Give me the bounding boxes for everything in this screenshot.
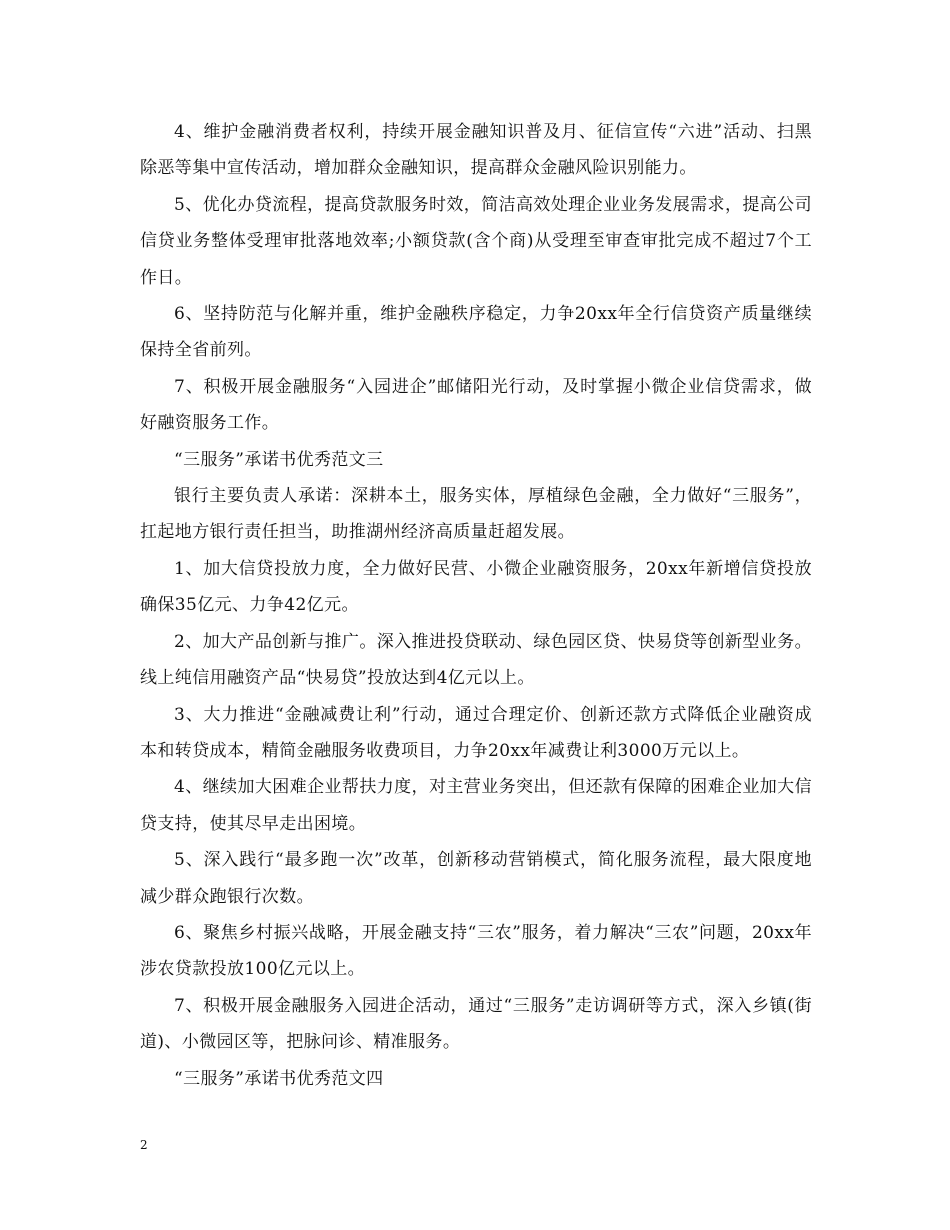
paragraph-item-4-consumer-rights: 4、维护金融消费者权利，持续开展金融知识普及月、征信宣传“六进”活动、扫黑除恶等集中宣传活动，增加群众金融知识，提高群众金融风险识别能力。: [140, 122, 812, 179]
section-heading-sample-three: “三服务”承诺书优秀范文三: [174, 449, 384, 470]
paragraph-item-7-sunshine-action: 7、积极开展金融服务“入园进企”邮储阳光行动，及时掌握小微企业信贷需求，做好融资服务工作。: [140, 376, 812, 434]
paragraph-item-3-fee-reduction: 3、大力推进“金融减费让利”行动，通过合理定价、创新还款方式降低企业融资成本和转贷成本，精简金融服务收费项目，力争20xx年减费让利3000万元以上。: [140, 704, 812, 761]
section-heading-sample-four: “三服务”承诺书优秀范文四: [174, 1068, 384, 1089]
paragraph-bank-commitment: 银行主要负责人承诺：深耕本土，服务实体，厚植绿色金融，全力做好“三服务”，扛起地方银行责任担当，助推湖州经济高质量赶超发展。: [140, 486, 812, 543]
document-body: [140, 114, 812, 1097]
paragraph-item-6-rural-revitalization: 6、聚焦乡村振兴战略，开展金融支持“三农”服务，着力解决“三农”问题，20xx年涉农贷款投放100亿元以上。: [140, 922, 812, 980]
paragraph-item-5-reform: 5、深入践行“最多跑一次”改革，创新移动营销模式，简化服务流程，最大限度地减少群众跑银行次数。: [140, 850, 812, 907]
paragraph-item-5-loan-process: 5、优化办贷流程，提高贷款服务时效，简洁高效处理企业业务发展需求，提高公司信贷业务整体受理审批落地效率;小额贷款(含个商)从受理至审查审批完成不超过7个工作日。: [140, 194, 812, 288]
paragraph-item-6-risk-prevention: 6、坚持防范与化解并重，维护金融秩序稳定，力争20xx年全行信贷资产质量继续保持全省前列。: [140, 304, 812, 361]
paragraph-item-7-park-service: 7、积极开展金融服务入园进企活动，通过“三服务”走访调研等方式，深入乡镇(街道)、小微园区等，把脉问诊、精准服务。: [140, 995, 812, 1053]
paragraph-item-4-enterprise-support: 4、继续加大困难企业帮扶力度，对主营业务突出，但还款有保障的困难企业加大信贷支持，使其尽早走出困境。: [140, 777, 812, 834]
paragraph-item-1-credit-investment: 1、加大信贷投放力度，全力做好民营、小微企业融资服务，20xx年新增信贷投放确保35亿元、力争42亿元。: [140, 558, 812, 616]
page-number: 2: [140, 1138, 148, 1152]
paragraph-item-2-product-innovation: 2、加大产品创新与推广。深入推进投贷联动、绿色园区贷、快易贷等创新型业务。线上纯信用融资产品“快易贷”投放达到4亿元以上。: [140, 631, 812, 689]
